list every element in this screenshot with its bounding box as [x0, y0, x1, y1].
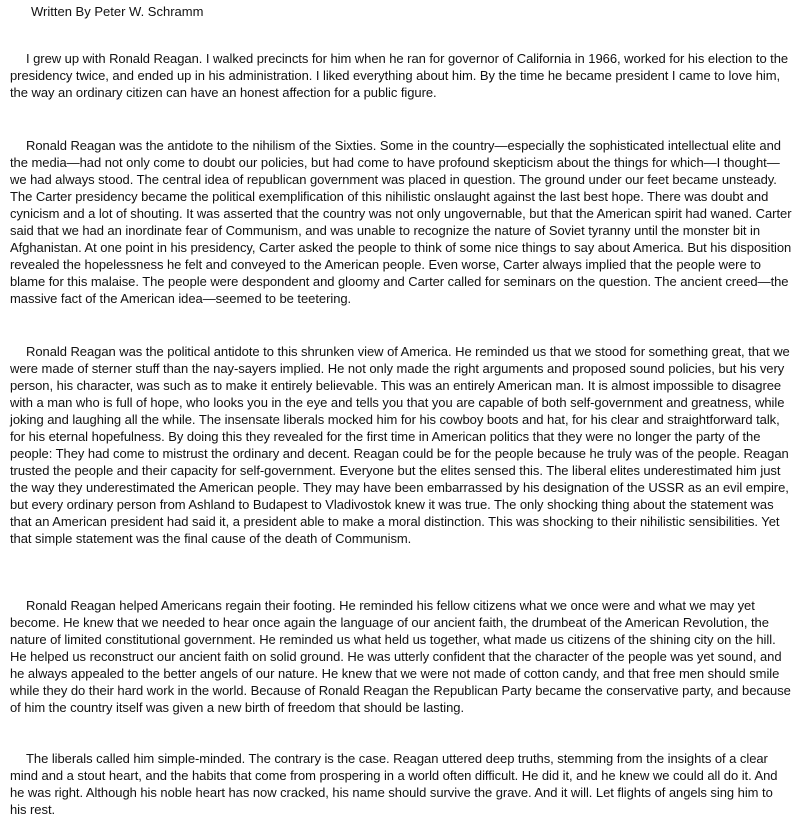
paragraph: Ronald Reagan was the antidote to the nihilism of the Sixties. Some in the country—especially the sophisticated intellectual elite and the media—had not only come to doubt our policies, but had come to have profound skepticism about the things for which—I thought—we had always stood. The central idea of republican government was placed in question. The ground under our feet became unsteady. The Carter presidency became the political exemplification of this nihilistic onslaught against the last best hope. There was doubt and cynicism and a lot of shouting. It was asserted that the country was not only ungovernable, but that the American spirit had waned. Carter said that we had an inordinate fear of Communism, and was unable to recognize the nature of Soviet tyranny until the monster bit in Afghanistan. At one point in his presidency, Carter asked the people to think of some nice things to say about America. But his disposition revealed the hopelessness he felt and conveyed to the American people. Even worse, Carter always implied that the people were to blame for this malaise. The people were despondent and gloomy and Carter called for seminars on the question. The ancient creed—the massive fact of the American idea—seemed to be teetering. [10, 138, 792, 306]
byline: Written By Peter W. Schramm [31, 4, 204, 19]
paragraph: The liberals called him simple-minded. The contrary is the case. Reagan uttered deep truths, stemming from the insights of a clear mind and a stout heart, and the habits that come from prospering in a world often difficult. He did it, and he knew we could all do it. And he was right. Although his noble heart has now cracked, his name should survive the grave. And it will. Let flights of angels sing him to his rest. [10, 751, 778, 817]
paragraph: Ronald Reagan helped Americans regain their footing. He reminded his fellow citizens what we once were and what we may yet become. He knew that we needed to hear once again the language of our ancient faith, the drumbeat of the American Revolution, the nature of limited constitutional government. He reminded us what held us together, what made us citizens of the shining city on the hill. He helped us reconstruct our ancient faith on solid ground. He was utterly confident that the character of the people was yet sound, and he always appealed to the better angels of our nature. He knew that we were not made of cotton candy, and that free men should smile while they do their hard work in the world. Because of Ronald Reagan the Republican Party became the conservative party, and because of him the country itself was given a new birth of freedom that should be lasting. [10, 598, 791, 715]
paragraph: Ronald Reagan was the political antidote to this shrunken view of America. He reminded us that we stood for something great, that we were made of sterner stuff than the nay-sayers implied. He not only made the right arguments and proposed sound policies, but his very person, his character, was such as to make it entirely believable. This was an entirely American man. It is almost impossible to disagree with a man who is full of hope, who looks you in the eye and tells you that you are capable of both self-government and greatness, while joking and laughing all the while. The insensate liberals mocked him for his cowboy boots and hat, for his clear and straightforward talk, for his eternal hopefulness. By doing this they revealed for the first time in American politics that they were no longer the party of the people: They had come to mistrust the ordinary and decent. Reagan could be for the people because he truly was of the people. Reagan trusted the people and their capacity for self-government. Everyone but the elites sensed this. The liberal elites underestimated him just the way they underestimated the American people. They may have been embarrassed by his designation of the USSR as an evil empire, but every ordinary person from Ashland to Budapest to Vladivostok knew it was true. The only shocking thing about the statement was that an American president had said it, a president able to make a moral distinction. This was shocking to their nihilistic sensibilities. Yet that simple statement was the final cause of the death of Communism. [10, 344, 790, 546]
paragraph: I grew up with Ronald Reagan. I walked precincts for him when he ran for governor of California in 1966, worked for his election to the presidency twice, and ended up in his administration. I liked everything about him. By the time he became president I came to love him, the way an ordinary citizen can have an honest affection for a public figure. [10, 51, 789, 100]
